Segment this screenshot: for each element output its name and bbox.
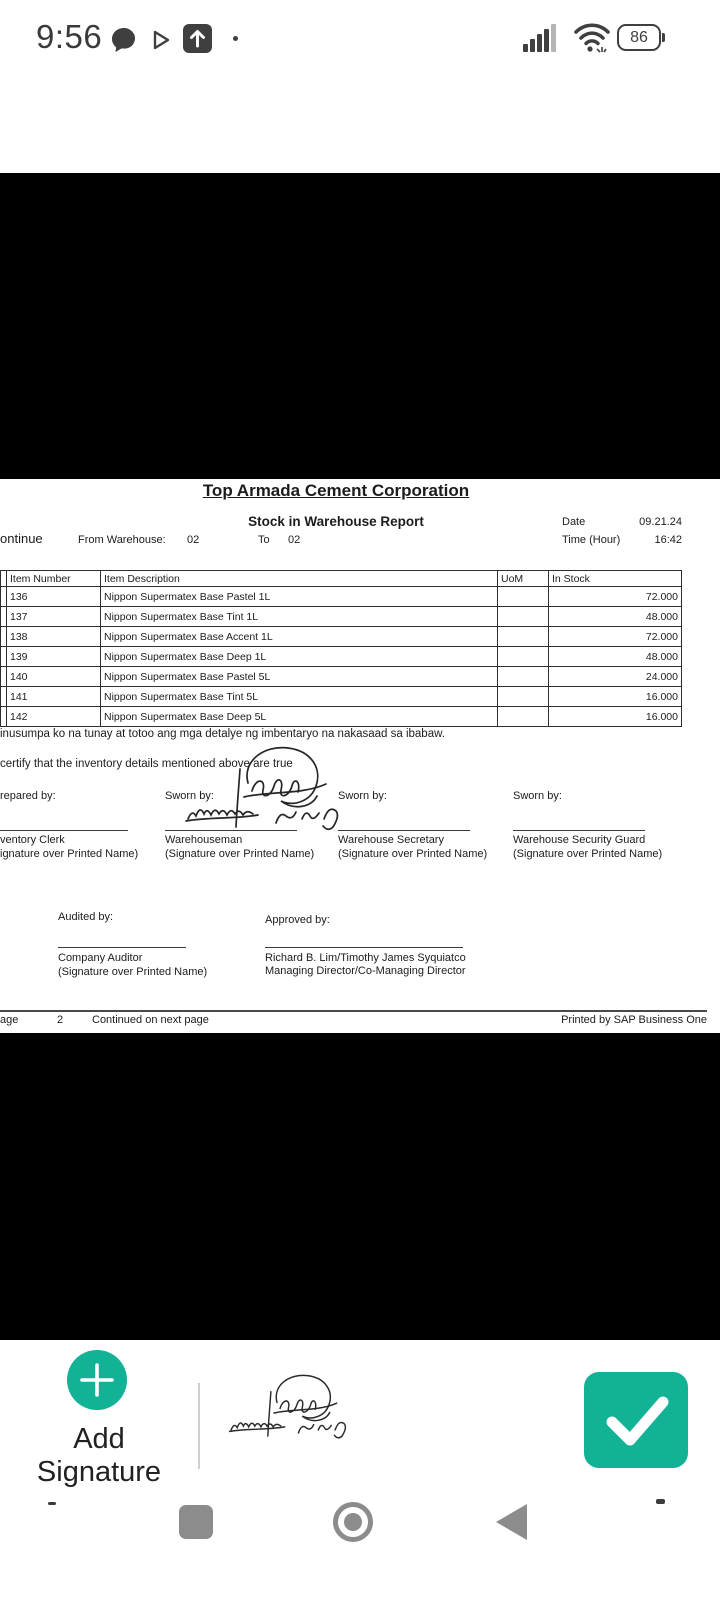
header-item-number: Item Number [7, 571, 101, 587]
chat-bubble-icon [110, 26, 137, 53]
signature-line [0, 830, 128, 831]
approver-name: Richard B. Lim/Timothy James Syquiatco [265, 952, 466, 964]
letterbox-bottom [0, 1033, 720, 1340]
letterbox-top [0, 173, 720, 479]
approved-label: Approved by: [265, 914, 330, 926]
document-preview[interactable] [0, 479, 720, 1033]
footer-divider [0, 1010, 707, 1012]
signatory-sub: (Signature over Printed Name) [165, 848, 315, 860]
signatory-name: Warehouse Secretary [338, 834, 444, 846]
signatory-label: Sworn by: [513, 790, 562, 802]
company-name: Top Armada Cement Corporation [202, 481, 470, 500]
signatory-label: Sworn by: [338, 790, 387, 802]
battery-percent: 86 [630, 28, 648, 46]
footer-continued: Continued on next page [92, 1014, 209, 1026]
signatory-name: Warehouseman [165, 834, 243, 846]
date-label: Date [562, 516, 586, 528]
auditor-sub: (Signature over Printed Name) [58, 966, 208, 978]
header-in-stock: In Stock [549, 571, 682, 587]
table-header-row [1, 571, 682, 587]
to-value: 02 [288, 534, 301, 546]
audited-label: Audited by: [58, 911, 114, 923]
dot-icon [233, 36, 238, 41]
home-button[interactable] [333, 1502, 373, 1542]
confirm-button[interactable] [584, 1372, 688, 1468]
recents-button[interactable] [179, 1505, 213, 1539]
approver-role: Managing Director/Co-Managing Director [265, 965, 466, 977]
header-uom: UoM [498, 571, 549, 587]
table-row: 140 Nippon Supermatex Base Pastel 5L 24.000 [1, 667, 682, 687]
clock-text: 9:56 [36, 18, 103, 55]
signature-image [180, 739, 350, 839]
back-nav-button[interactable] [496, 1504, 527, 1540]
from-warehouse-value: 02 [187, 534, 200, 546]
signatory-sub: ignature over Printed Name) [0, 848, 139, 860]
report-title: Stock in Warehouse Report [248, 514, 424, 529]
play-outline-icon [150, 29, 172, 51]
signatory-name: ventory Clerk [0, 834, 65, 846]
table-row: 137 Nippon Supermatex Base Tint 1L 48.000 [1, 607, 682, 627]
battery-indicator [617, 24, 661, 51]
signature-line [513, 830, 645, 831]
check-icon [584, 1372, 688, 1468]
divider [198, 1383, 200, 1469]
signatory-label: Sworn by: [165, 790, 214, 802]
signatory-label: repared by: [0, 790, 56, 802]
to-label: To [258, 534, 270, 546]
signatory-sub: (Signature over Printed Name) [338, 848, 488, 860]
continue-text: ontinue [0, 531, 43, 546]
signature-line [265, 947, 463, 948]
attestation-english: certify that the inventory details mentioned above are true [0, 758, 293, 770]
signature-thumbnail[interactable] [225, 1368, 355, 1446]
table-row: 139 Nippon Supermatex Base Deep 1L 48.000 [1, 647, 682, 667]
footer-page-label: age [0, 1014, 19, 1026]
time-value: 16:42 [654, 534, 682, 546]
table-row: 142 Nippon Supermatex Base Deep 5L 16.000 [1, 707, 682, 727]
table-row: 136 Nippon Supermatex Base Pastel 1L 72.000 [1, 587, 682, 607]
from-warehouse-label: From Warehouse: [78, 534, 166, 546]
attestation-tagalog: inusumpa ko na tunay at totoo ang mga detalye ng imbentaryo na nakasaad sa ibabaw. [0, 728, 445, 740]
signatory-sub: (Signature over Printed Name) [513, 848, 663, 860]
auditor-name: Company Auditor [58, 952, 143, 964]
wifi-icon [573, 22, 611, 54]
artifact-mark [656, 1499, 665, 1504]
signatory-name: Warehouse Security Guard [513, 834, 646, 846]
home-dot-icon [344, 1513, 362, 1531]
table-row: 138 Nippon Supermatex Base Accent 1L 72.000 [1, 627, 682, 647]
signal-strength-icon [523, 24, 563, 52]
time-label: Time (Hour) [562, 534, 621, 546]
footer-page-number: 2 [57, 1014, 64, 1026]
signature-line [58, 947, 186, 948]
table-row: 141 Nippon Supermatex Base Tint 5L 16.000 [1, 687, 682, 707]
add-signature-label[interactable]: Add Signature [36, 1423, 162, 1488]
date-value: 09.21.24 [639, 516, 682, 528]
upload-icon [183, 24, 212, 53]
stock-table [0, 570, 682, 727]
signature-line [338, 830, 470, 831]
header-item-description: Item Description [101, 571, 498, 587]
artifact-mark [48, 1502, 56, 1505]
footer-printed-by: Printed by SAP Business One [561, 1014, 707, 1026]
app-header [0, 80, 720, 170]
plus-icon[interactable] [67, 1350, 127, 1410]
